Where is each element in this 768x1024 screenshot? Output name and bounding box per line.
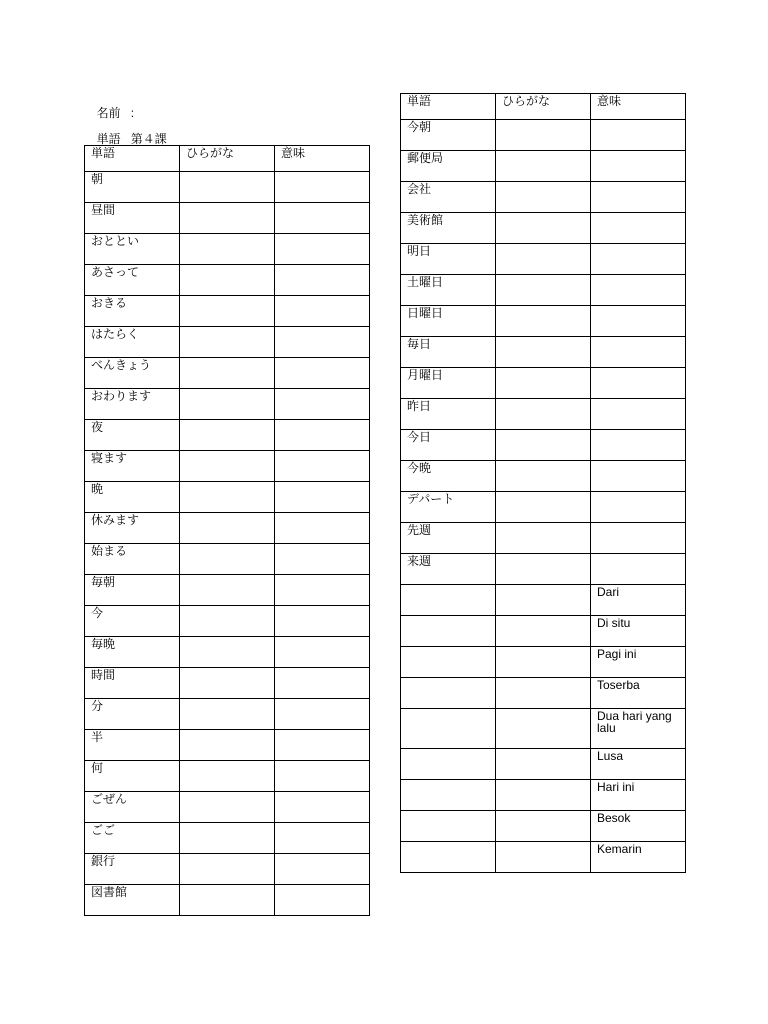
table-row (401, 337, 686, 368)
word-cell: 来週 (401, 554, 496, 585)
reading-cell[interactable] (496, 368, 591, 399)
reading-cell[interactable] (496, 811, 591, 842)
meaning-cell[interactable] (275, 885, 370, 916)
table-header-row (85, 146, 370, 172)
meaning-cell[interactable] (275, 606, 370, 637)
vocab-table-right (400, 93, 686, 873)
table-row (85, 389, 370, 420)
table-row (85, 792, 370, 823)
word-cell: 夜 (85, 420, 180, 451)
table-row (401, 306, 686, 337)
reading-cell[interactable] (180, 699, 275, 730)
table-row (401, 275, 686, 306)
table-row (85, 234, 370, 265)
word-cell: 昼間 (85, 203, 180, 234)
meaning-cell[interactable] (591, 306, 686, 337)
reading-cell[interactable] (496, 306, 591, 337)
reading-cell[interactable] (180, 637, 275, 668)
table-row (401, 120, 686, 151)
table-row (85, 668, 370, 699)
table-row (85, 544, 370, 575)
table-row (401, 554, 686, 585)
reading-cell[interactable] (496, 213, 591, 244)
lesson-label: 単語 (96, 132, 121, 146)
reading-cell[interactable] (180, 792, 275, 823)
table-row (85, 172, 370, 203)
table-row (85, 637, 370, 668)
word-cell: 明日 (401, 244, 496, 275)
reading-cell[interactable] (496, 337, 591, 368)
reading-cell[interactable] (180, 358, 275, 389)
word-cell: 郵便局 (401, 151, 496, 182)
word-cell (401, 678, 496, 709)
table-row (401, 709, 686, 749)
table-row (85, 761, 370, 792)
word-cell: 今朝 (401, 120, 496, 151)
word-cell: 先週 (401, 523, 496, 554)
meaning-cell[interactable] (591, 430, 686, 461)
meaning-cell[interactable]: Hari ini (591, 780, 686, 811)
word-cell: おわります (85, 389, 180, 420)
reading-cell[interactable] (180, 451, 275, 482)
table-header-row (401, 94, 686, 120)
meaning-cell[interactable] (275, 296, 370, 327)
reading-cell[interactable] (496, 585, 591, 616)
reading-cell[interactable] (496, 430, 591, 461)
word-cell: 毎朝 (85, 575, 180, 606)
table-row (401, 492, 686, 523)
table-row (401, 368, 686, 399)
reading-cell[interactable] (180, 544, 275, 575)
word-cell: おととい (85, 234, 180, 265)
table-row (85, 606, 370, 637)
meaning-cell[interactable]: Lusa (591, 749, 686, 780)
meaning-cell[interactable] (275, 544, 370, 575)
word-cell (401, 811, 496, 842)
table-row (401, 647, 686, 678)
word-cell: 土曜日 (401, 275, 496, 306)
word-cell: 日曜日 (401, 306, 496, 337)
meaning-cell[interactable] (591, 492, 686, 523)
reading-cell[interactable] (496, 120, 591, 151)
reading-cell[interactable] (180, 730, 275, 761)
word-cell: 半 (85, 730, 180, 761)
word-cell: べんきょう (85, 358, 180, 389)
meaning-cell[interactable]: Kemarin (591, 842, 686, 873)
meaning-cell[interactable] (275, 637, 370, 668)
meaning-cell[interactable] (275, 761, 370, 792)
word-cell: 分 (85, 699, 180, 730)
table-row (85, 358, 370, 389)
word-cell: 寝ます (85, 451, 180, 482)
meaning-cell[interactable] (591, 244, 686, 275)
table-row (401, 811, 686, 842)
meaning-cell[interactable] (275, 730, 370, 761)
word-cell: ごご (85, 823, 180, 854)
table-row (85, 203, 370, 234)
reading-cell[interactable] (496, 461, 591, 492)
table-row (85, 265, 370, 296)
reading-cell[interactable] (180, 203, 275, 234)
table-row (85, 513, 370, 544)
table-row (85, 854, 370, 885)
reading-cell[interactable] (180, 668, 275, 699)
word-cell: 昨日 (401, 399, 496, 430)
meaning-cell[interactable] (275, 699, 370, 730)
word-cell: 今 (85, 606, 180, 637)
reading-cell[interactable] (180, 606, 275, 637)
word-cell: 朝 (85, 172, 180, 203)
reading-cell[interactable] (496, 616, 591, 647)
meaning-cell[interactable] (591, 275, 686, 306)
reading-cell[interactable] (496, 842, 591, 873)
word-cell: はたらく (85, 327, 180, 358)
word-cell: おきる (85, 296, 180, 327)
word-cell: 会社 (401, 182, 496, 213)
meaning-cell[interactable] (275, 172, 370, 203)
meaning-cell[interactable] (275, 265, 370, 296)
table-row (85, 885, 370, 916)
column-header: 単語 (85, 146, 180, 172)
meaning-cell[interactable] (591, 523, 686, 554)
table-row (85, 327, 370, 358)
word-cell: あさって (85, 265, 180, 296)
meaning-cell[interactable] (275, 327, 370, 358)
meaning-cell[interactable] (591, 151, 686, 182)
table-row (85, 823, 370, 854)
meaning-cell[interactable]: Toserba (591, 678, 686, 709)
lesson-value: 第４課 (130, 132, 167, 146)
reading-cell[interactable] (496, 182, 591, 213)
lesson-line (90, 118, 167, 146)
meaning-cell[interactable] (275, 203, 370, 234)
reading-cell[interactable] (180, 482, 275, 513)
table-row (401, 585, 686, 616)
table-row (85, 699, 370, 730)
word-cell (401, 709, 496, 749)
meaning-cell[interactable] (591, 461, 686, 492)
reading-cell[interactable] (180, 823, 275, 854)
table-row (401, 616, 686, 647)
meaning-cell[interactable] (275, 451, 370, 482)
name-line (90, 92, 134, 120)
reading-cell[interactable] (180, 513, 275, 544)
meaning-cell[interactable] (275, 854, 370, 885)
meaning-cell[interactable] (591, 399, 686, 430)
reading-cell[interactable] (180, 265, 275, 296)
word-cell: ごぜん (85, 792, 180, 823)
table-row (85, 482, 370, 513)
meaning-cell[interactable] (275, 792, 370, 823)
column-header: 意味 (591, 94, 686, 120)
meaning-cell[interactable] (591, 120, 686, 151)
word-cell (401, 749, 496, 780)
table-row (401, 399, 686, 430)
word-cell: 何 (85, 761, 180, 792)
reading-cell[interactable] (496, 399, 591, 430)
word-cell (401, 616, 496, 647)
table-row (85, 451, 370, 482)
word-cell: 始まる (85, 544, 180, 575)
meaning-cell[interactable]: Besok (591, 811, 686, 842)
word-cell: デパート (401, 492, 496, 523)
column-header: 意味 (275, 146, 370, 172)
reading-cell[interactable] (180, 327, 275, 358)
reading-cell[interactable] (496, 554, 591, 585)
meaning-cell[interactable] (275, 389, 370, 420)
column-header: ひらがな (180, 146, 275, 172)
reading-cell[interactable] (496, 780, 591, 811)
table-row (401, 842, 686, 873)
word-cell: 晩 (85, 482, 180, 513)
meaning-cell[interactable] (275, 482, 370, 513)
reading-cell[interactable] (496, 275, 591, 306)
table-row (401, 678, 686, 709)
table-row (401, 780, 686, 811)
meaning-cell[interactable] (591, 368, 686, 399)
column-header: ひらがな (496, 94, 591, 120)
reading-cell[interactable] (496, 647, 591, 678)
word-cell: 図書館 (85, 885, 180, 916)
meaning-cell[interactable] (275, 420, 370, 451)
word-cell: 毎日 (401, 337, 496, 368)
meaning-cell[interactable] (591, 554, 686, 585)
table-row (85, 730, 370, 761)
reading-cell[interactable] (180, 420, 275, 451)
table-row (85, 575, 370, 606)
table-row (401, 461, 686, 492)
word-cell: 月曜日 (401, 368, 496, 399)
meaning-cell[interactable] (591, 337, 686, 368)
table-row (401, 430, 686, 461)
word-cell: 毎晩 (85, 637, 180, 668)
table-row (401, 523, 686, 554)
reading-cell[interactable] (180, 296, 275, 327)
word-cell: 今晩 (401, 461, 496, 492)
table-row (401, 244, 686, 275)
name-colon: : (130, 106, 135, 120)
meaning-cell[interactable] (275, 513, 370, 544)
reading-cell[interactable] (496, 523, 591, 554)
word-cell: 銀行 (85, 854, 180, 885)
table-row (401, 182, 686, 213)
word-cell: 美術館 (401, 213, 496, 244)
column-header: 単語 (401, 94, 496, 120)
reading-cell[interactable] (496, 492, 591, 523)
reading-cell[interactable] (180, 761, 275, 792)
word-cell: 今日 (401, 430, 496, 461)
word-cell (401, 585, 496, 616)
meaning-cell[interactable] (275, 823, 370, 854)
reading-cell[interactable] (180, 575, 275, 606)
name-label: 名前 (96, 106, 121, 120)
vocab-table-left (84, 145, 370, 916)
meaning-cell[interactable]: Dua hari yang lalu (591, 709, 686, 749)
meaning-cell[interactable] (275, 358, 370, 389)
reading-cell[interactable] (180, 854, 275, 885)
meaning-cell[interactable] (591, 182, 686, 213)
table-row (85, 296, 370, 327)
word-cell: 休みます (85, 513, 180, 544)
meaning-cell[interactable] (275, 234, 370, 265)
table-row (401, 749, 686, 780)
table-row (401, 151, 686, 182)
meaning-cell[interactable] (275, 668, 370, 699)
reading-cell[interactable] (496, 749, 591, 780)
meaning-cell[interactable] (591, 213, 686, 244)
reading-cell[interactable] (180, 234, 275, 265)
table-row (401, 213, 686, 244)
word-cell (401, 842, 496, 873)
reading-cell[interactable] (180, 172, 275, 203)
reading-cell[interactable] (496, 244, 591, 275)
reading-cell[interactable] (496, 678, 591, 709)
reading-cell[interactable] (180, 389, 275, 420)
meaning-cell[interactable] (275, 575, 370, 606)
reading-cell[interactable] (496, 709, 591, 749)
meaning-cell[interactable]: Dari (591, 585, 686, 616)
word-cell (401, 780, 496, 811)
meaning-cell[interactable]: Di situ (591, 616, 686, 647)
word-cell: 時間 (85, 668, 180, 699)
table-row (85, 420, 370, 451)
reading-cell[interactable] (180, 885, 275, 916)
meaning-cell[interactable]: Pagi ini (591, 647, 686, 678)
reading-cell[interactable] (496, 151, 591, 182)
word-cell (401, 647, 496, 678)
